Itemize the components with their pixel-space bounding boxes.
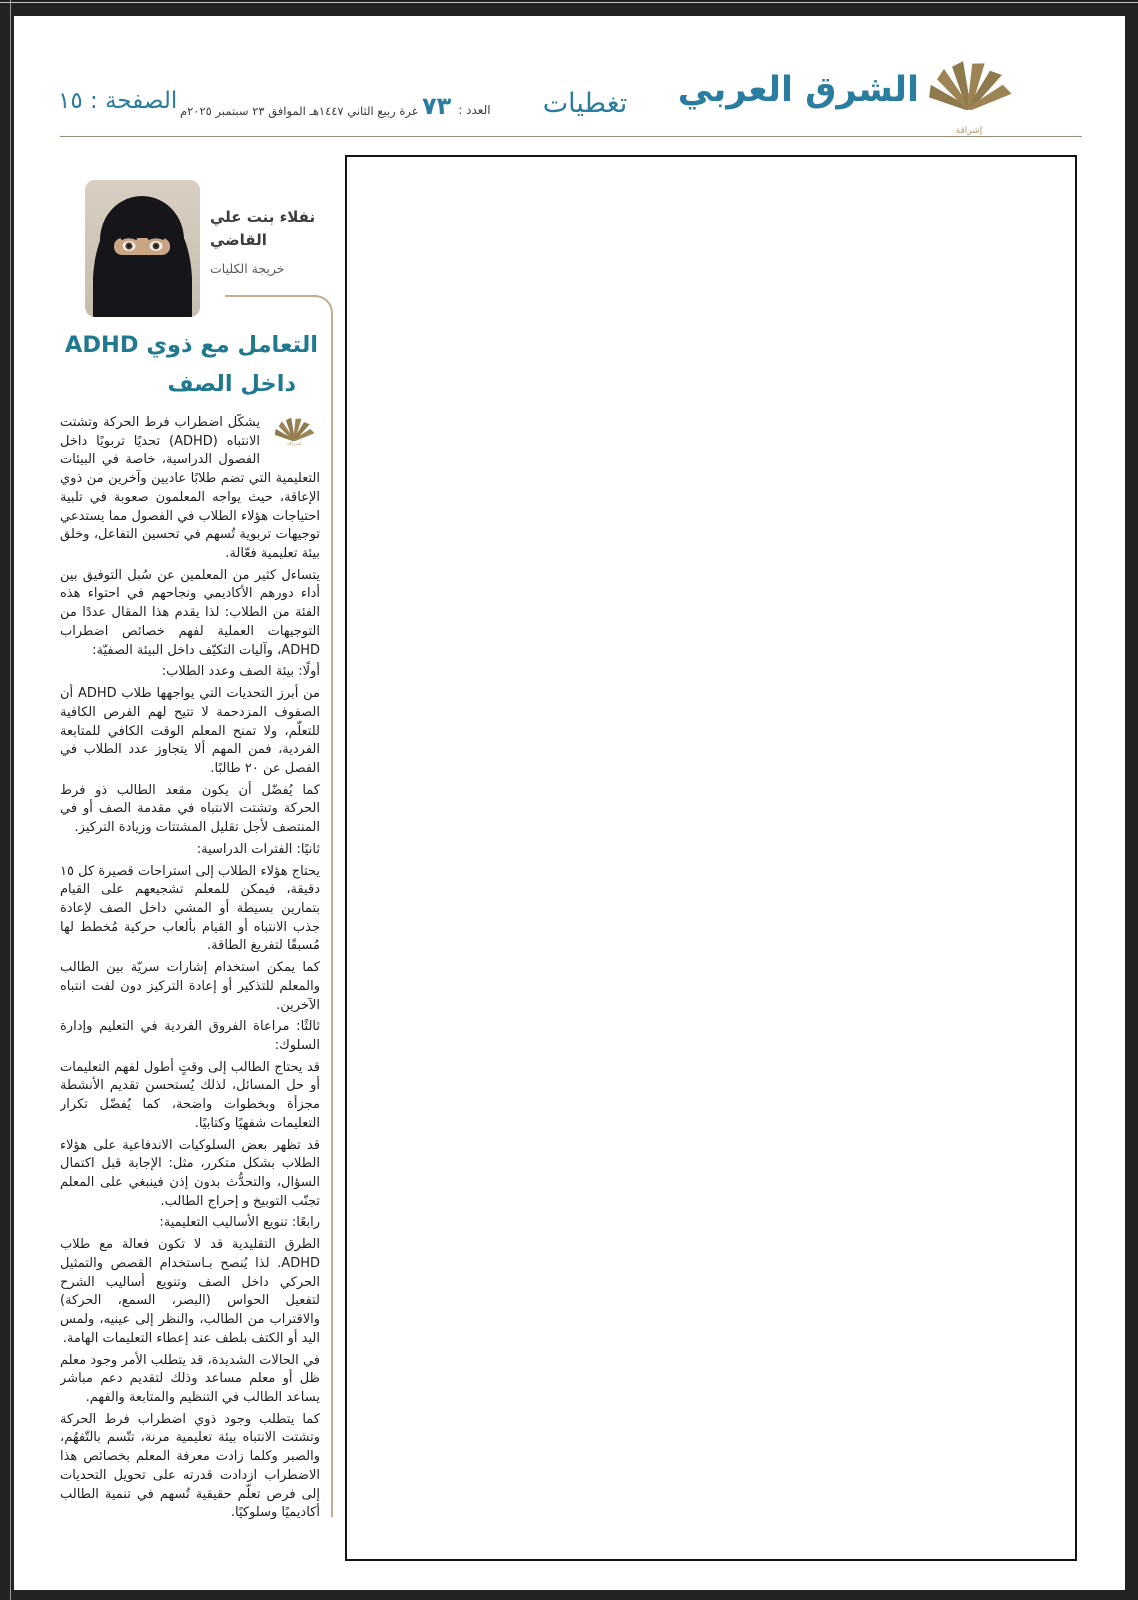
brand-fan-icon-small xyxy=(270,417,318,441)
author-name-line2: القاضي xyxy=(210,231,267,250)
scan-hairline-top xyxy=(0,2,1138,3)
issue-label: العدد : xyxy=(458,103,491,117)
inline-brand-caption: إشراقة xyxy=(286,441,302,447)
author-role: خريجة الكليات xyxy=(210,260,285,276)
scan-hairline-left xyxy=(10,0,11,1600)
empty-content-frame xyxy=(345,155,1077,1561)
article-paragraph: كما يُفضّل أن يكون مقعد الطالب ذو فرط الحركة وتشتت الانتباه في مقدمة الصف أو في المنتصف لأجل تقليل المشتتات وزيادة التركيز. xyxy=(60,782,320,836)
article-paragraph: الطرق التقليدية قد لا تكون فعالة مع طلاب ADHD. لذا يُنصح بـاستخدام القصص والتمثيل الحركي داخل الصف وتنويع أساليب الشرح لتفعيل الحواس (البصر، السمع، الحركة) والاقتراب من الطالب، والنظر إلى عينيه، ولمس اليد أو الكتف بلطف عند إعطاء التعليمات الهامة. xyxy=(60,1237,320,1346)
article-paragraph: من أبرز التحديات التي يواجهها طلاب ADHD أن الصفوف المزدحمة لا تتيح لهم الفرص الكافية للتعلّم، ولا تمنح المعلم الوقت الكافي للمتابعة الفردية، فمن المهم ألا يتجاوز عدد الطلاب في الفصل عن ٢٠ طالبًا. xyxy=(60,686,320,776)
page-number: الصفحة : ١٥ xyxy=(58,88,178,114)
author-name xyxy=(210,206,336,253)
brand-tagline: إشراقة xyxy=(907,124,1031,138)
article-section-heading: ثالثًا: مراعاة الفروق الفردية في التعليم وإدارة السلوك: xyxy=(60,1019,320,1053)
issue-info xyxy=(422,92,491,120)
article-body xyxy=(60,414,320,1554)
article-paragraph: قد تظهر بعض السلوكيات الاندفاعية على هؤلاء الطلاب بشكل متكرر، مثل: الإجابة قبل اكتمال السؤال، والتحدُّث بدون إذن فينبغي على المعلم تجنّب التوبيخ و إحراج الطالب. xyxy=(60,1137,320,1209)
article-section-heading: رابعًا: تنويع الأساليب التعليمية: xyxy=(159,1215,320,1231)
author-name-line1: نفلاء بنت علي xyxy=(210,208,316,226)
article-section-heading: أولًا: بيئة الصف وعدد الطلاب: xyxy=(161,664,320,680)
author-photo xyxy=(85,180,200,317)
article-paragraph: كما يتطلب وجود ذوي اضطراب فرط الحركة وتشتت الانتباه بيئة تعليمية مرنة، تتّسم بالتّفهُم، والصبر وكلما زادت معرفة المعلم بخصائص هذا الاضطراب ازدادت قدرته على تحويل التحديات إلى فرص تعلّم حقيقية تُسهم في تنمية الطالب أكاديميًا وسلوكيًا. xyxy=(60,1411,320,1521)
author-block xyxy=(210,206,336,276)
article-paragraph xyxy=(60,414,320,564)
brand-fan-icon xyxy=(919,60,1019,110)
article-paragraph: يحتاج هؤلاء الطلاب إلى استراحات قصيرة كل ١٥ دقيقة، فيمكن للمعلم تشجيعهم على القيام بتمارين بسيطة أو المشي داخل الصف لإعادة جذب الانتباه أو القيام بألعاب حركية مُخطط لها مُسبقًا لتفريغ الطاقة. xyxy=(60,863,320,954)
article-title-line1: التعامل مع ذوي ADHD xyxy=(64,332,318,358)
section-title: تغطيات xyxy=(542,88,628,119)
article-title-line2: داخل الصف xyxy=(167,371,296,398)
article-title xyxy=(60,326,318,405)
issue-number: ٧٣ xyxy=(422,92,452,120)
header-rule xyxy=(60,136,1082,137)
article-paragraph: كما يمكن استخدام إشارات سريّة بين الطالب والمعلم للتذكير أو إعادة التركيز دون لفت انتباه الآخرين. xyxy=(60,960,320,1013)
article-paragraph: قد يحتاج الطالب إلى وقتٍ أطول لفهم التعليمات أو حل المسائل، لذلك يُستحسن تقديم الأنشطة مجزأة وبخطوات واضحة، كما يُفضّل تكرار التعليمات شفهيًا وكتابيًا. xyxy=(60,1059,320,1131)
article-paragraph: يتساءل كثير من المعلمين عن سُبل التوفيق بين أداء دورهم الأكاديمي ونجاحهم في احتواء هذه الفئة من الطلاب: لذا يقدم هذا المقال عددًا من التوجيهات العملية لفهم خصائص اضطراب ADHD، وآليات التكيّف داخل البيئة الصفيّة: xyxy=(60,567,320,658)
inline-brand-fan-icon xyxy=(268,417,320,467)
article-section-heading: ثانيًا: الفترات الدراسية: xyxy=(196,841,320,857)
date-line: غرة ربيع الثاني ١٤٤٧هـ الموافق ٢٣ سبتمبر ٢٠٢٥م xyxy=(180,104,418,118)
article-paragraph: في الحالات الشديدة، قد يتطلب الأمر وجود معلم ظل أو معلم مساعد وذلك لتقديم دعم مباشر يساعد الطالب في التنظيم والمتابعة والفهم. xyxy=(60,1352,320,1405)
paragraph-text: يشكّل اضطراب فرط الحركة وتشتت الانتباه (ADHD) تحديًا تربويًا داخل الفصول الدراسية، خاصة في البيئات التعليمية التي تضم طلابًا عاديين وآخرين من ذوي الإعاقة، حيث يواجه المعلمون صعوبة في تلبية احتياجات هؤلاء الطلاب في الفصول مما يستدعي توجيهات تربوية تُسهم في تحسين التفاعل، وخلق بيئة تعليمية فعّالة. xyxy=(60,415,320,562)
brand-logotype: الشرق العربي xyxy=(677,70,919,110)
newspaper-sheet xyxy=(14,16,1125,1590)
